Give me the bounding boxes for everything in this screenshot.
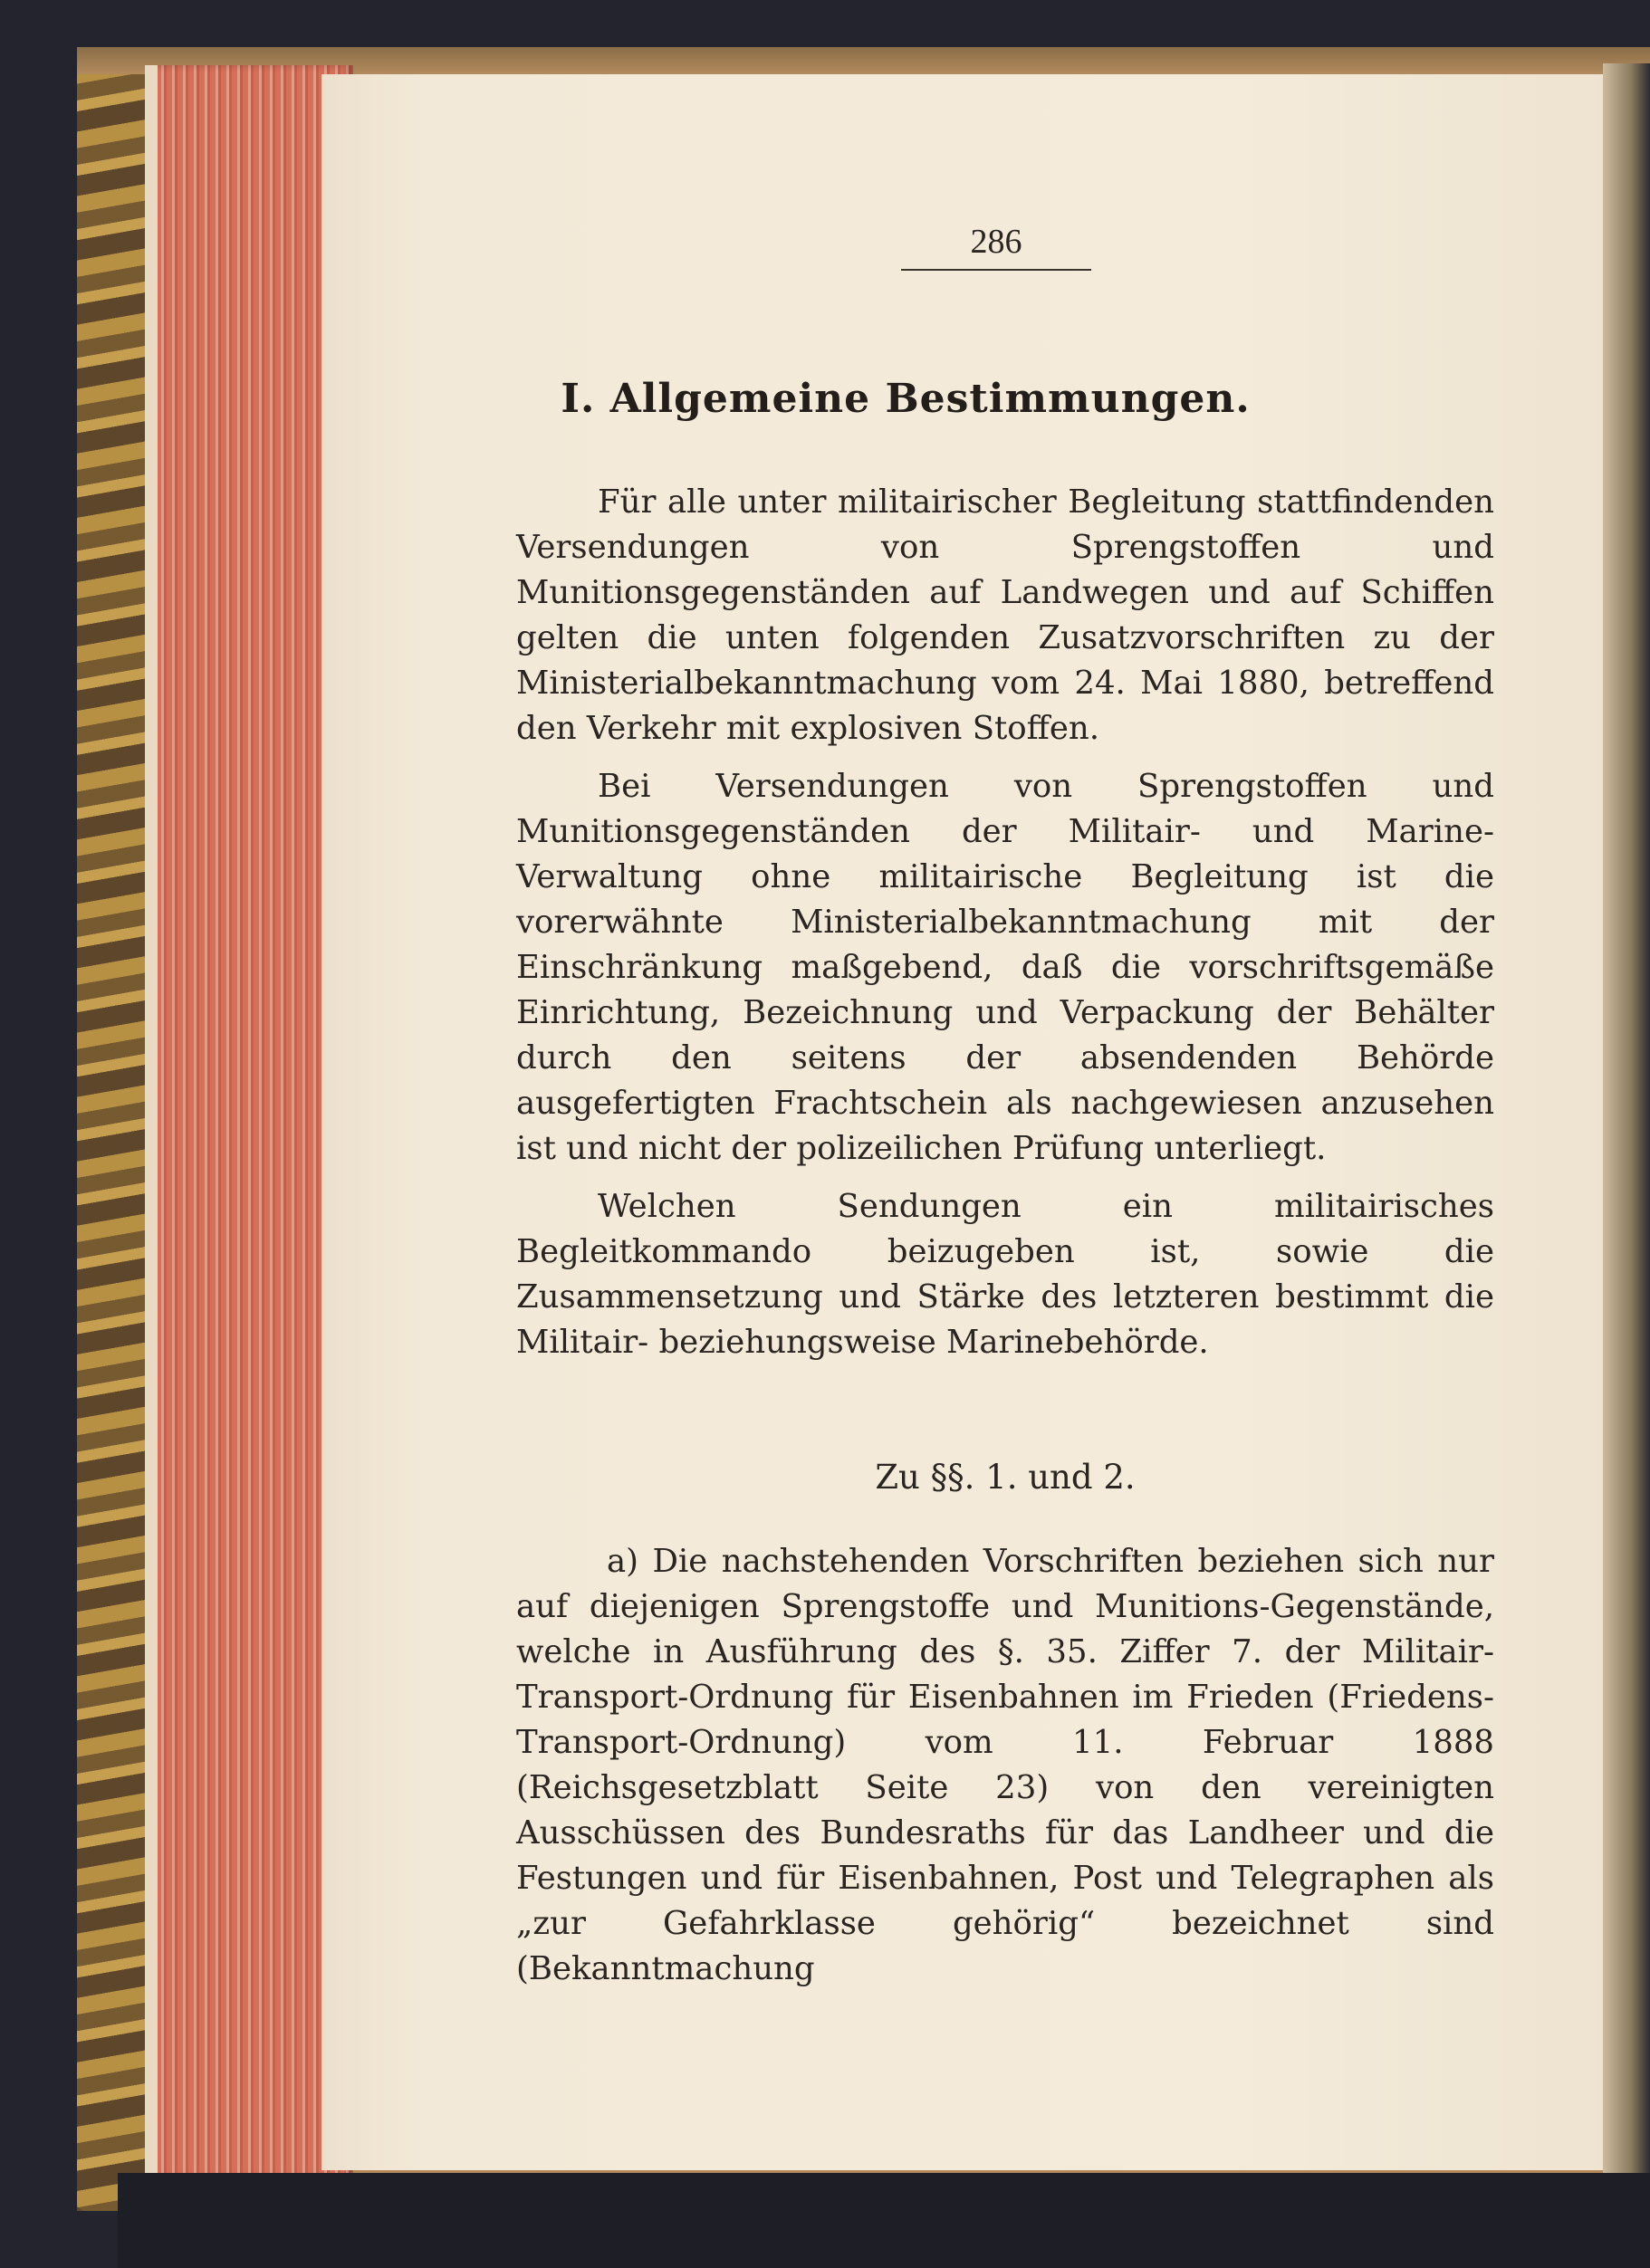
- paragraph: Für alle unter militairischer Begleitung stattfindenden Versendungen von Sprengstoffen und Munitionsgegenständen auf Landwegen und auf Schiffen gelten die unten folgenden Zusatzvorschriften zu der Ministerialbekanntmachung vom 24. Mai 1880, betreffend den Verkehr mit explosiven Stoffen.: [516, 483, 1494, 747]
- page-number-rule: [901, 269, 1091, 271]
- paragraph: a) Die nachstehenden Vorschriften beziehen sich nur auf diejenigen Sprengstoffe und Munitions-Gegenstände, welche in Ausführung des §. 35. Ziffer 7. der Militair-Transport-Ordnung für Eisenbahnen im Frieden (Friedens-Transport-Ordnung) vom 11. Februar 1888 (Reichsgesetzblatt Seite 23) von den vereinigten Ausschüssen des Bundesraths für das Landheer und die Festungen und für Eisenbahnen, Post und Telegraphen als „zur Gefahrklasse gehörig“ bezeichnet sind (Bekanntmachung: [516, 1543, 1494, 1987]
- paragraph: Bei Versendungen von Sprengstoffen und Munitionsgegenständen der Militair- und Marine-Verwaltung ohne militairische Begleitung ist die vorerwähnte Ministerialbekanntmachung mit der Einschränkung maßgebend, daß die vorschriftsgemäße Einrichtung, Bezeichnung und Verpackung der Behälter durch den seitens der absendenden Behörde ausgefertigten Frachtschein als nachgewiesen anzusehen ist und nicht der polizeilichen Prüfung unterliegt.: [516, 768, 1494, 1167]
- section-text: [516, 1539, 1494, 2005]
- background-shadow: [118, 2173, 1650, 2268]
- paragraph: Welchen Sendungen ein militairisches Begleitkommando beizugeben ist, sowie die Zusammensetzung und Stärke des letzteren bestimmt die Militair- beziehungsweise Marinebehörde.: [516, 1188, 1494, 1361]
- page-gutter: [1603, 63, 1650, 2182]
- section-heading: Zu §§. 1. und 2.: [875, 1458, 1136, 1497]
- page-number: 286: [970, 223, 1022, 261]
- marbled-cover-edge: [77, 47, 149, 2211]
- general-provisions-text: [516, 480, 1494, 1378]
- chapter-heading: I. Allgemeine Bestimmungen.: [561, 376, 1251, 422]
